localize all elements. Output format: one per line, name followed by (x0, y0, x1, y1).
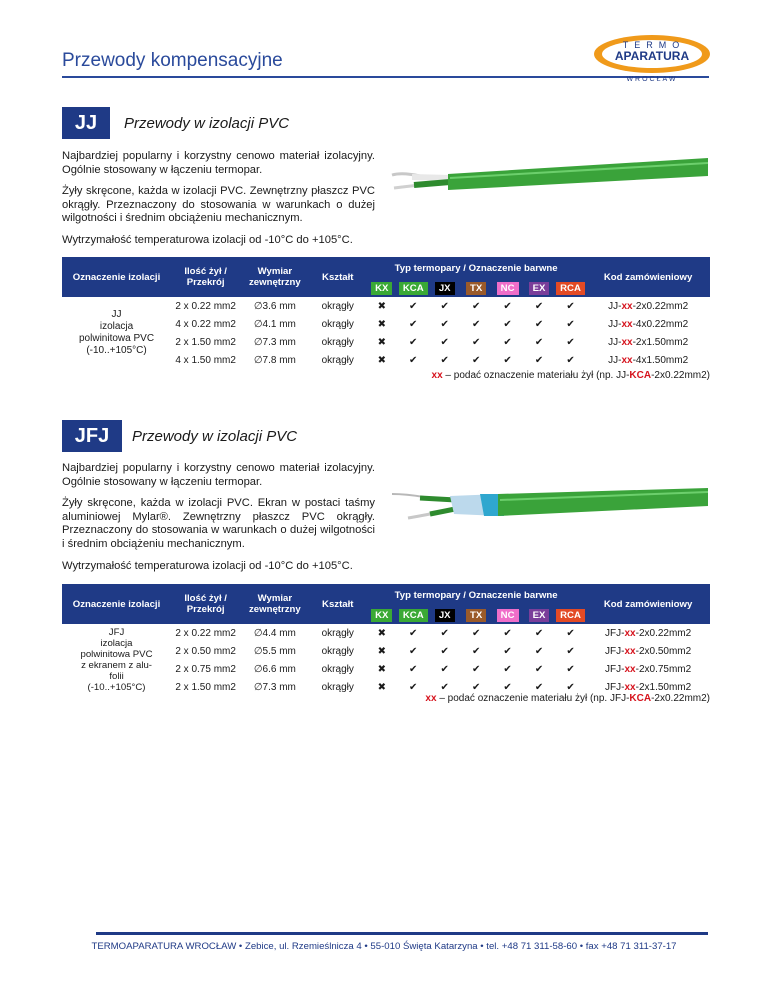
check-icon: ✔ (409, 354, 418, 366)
check-icon: ✔ (471, 681, 481, 693)
cores-cell: 2 x 1.50 mm2 (175, 681, 236, 693)
check-icon: ✔ (503, 627, 512, 639)
check-icon: ✔ (566, 645, 575, 657)
dimension-cell: ∅4.1 mm (253, 318, 296, 330)
check-icon: ✔ (566, 681, 575, 693)
check-icon: ✔ (440, 354, 449, 366)
page-title: Przewody kompensacyjne (62, 50, 283, 71)
shape-cell: okrągły (321, 336, 354, 348)
check-icon: ✔ (534, 663, 544, 675)
check-icon: ✔ (534, 300, 544, 312)
order-code-cell: JFJ-xx-2x0.22mm2 (605, 627, 692, 639)
cross-icon: ✖ (377, 354, 386, 366)
check-icon: ✔ (534, 681, 544, 693)
check-icon: ✔ (566, 354, 575, 366)
type-ex: EX (529, 609, 550, 622)
order-code-cell: JJ-xx-2x0.22mm2 (608, 300, 689, 312)
section-jfj-construction: Żyły skręcone, każda w izolacji PVC. Ekran w postaci taśmy aluminiowej Mylar®. Zewnętrzny płaszcz PVC okrągły. Przeznaczony do stosowania w warunkach o dużej wilgotności i średnim obciążeniu mechanicznym. (62, 497, 375, 550)
designation-line: izolacja (99, 321, 134, 332)
designation-line: JJ (111, 309, 122, 320)
check-icon: ✔ (471, 645, 481, 657)
check-icon: ✔ (409, 318, 418, 330)
cores-cell: 4 x 0.22 mm2 (175, 318, 236, 330)
check-icon: ✔ (440, 627, 449, 639)
check-icon: ✔ (440, 300, 449, 312)
spec-table-jj (62, 257, 710, 369)
type-tx: TX (466, 609, 486, 622)
section-jj-temperature: Wytrzymałość temperaturowa izolacji od -10°C do +105°C. (62, 234, 353, 246)
col-header-designation: Oznaczenie izolacji (62, 257, 171, 297)
logo-text-termo: TERMO (622, 40, 686, 50)
check-icon: ✔ (471, 318, 481, 330)
shape-cell: okrągły (321, 681, 354, 693)
check-icon: ✔ (409, 681, 418, 693)
check-icon: ✔ (409, 627, 418, 639)
designation-line: z ekranem z alu- (81, 660, 152, 671)
cross-icon: ✖ (377, 627, 386, 639)
cross-icon: ✖ (377, 681, 386, 693)
col-header-order-code: Kod zamówieniowy (586, 584, 710, 624)
dimension-cell: ∅4.4 mm (253, 627, 296, 639)
section-badge-jj: JJ (62, 107, 110, 139)
designation-line: folii (109, 671, 124, 682)
type-kx: KX (371, 609, 392, 622)
section-jfj-description: Najbardziej popularny i korzystny cenowo materiał izolacyjny. Ogólnie stosowany w łączeniu termopar. (62, 462, 375, 488)
cross-icon: ✖ (377, 645, 386, 657)
section-title-jfj: Przewody w izolacji PVC (132, 428, 298, 445)
col-header-type: Typ termopary / Oznaczenie barwne (366, 257, 586, 279)
designation-line: JFJ (108, 627, 125, 638)
cable-jfj-image (390, 482, 710, 532)
check-icon: ✔ (440, 681, 449, 693)
col-header-shape: Kształt (309, 584, 366, 624)
order-code-cell: JFJ-xx-2x0.75mm2 (605, 663, 692, 675)
check-icon: ✔ (440, 645, 449, 657)
check-icon: ✔ (503, 318, 512, 330)
check-icon: ✔ (440, 318, 449, 330)
cores-cell: 2 x 0.22 mm2 (175, 300, 236, 312)
check-icon: ✔ (471, 354, 481, 366)
designation-line: izolacja (100, 638, 133, 649)
footer-divider (96, 932, 708, 935)
check-icon: ✔ (471, 627, 481, 639)
check-icon: ✔ (471, 336, 481, 348)
dimension-cell: ∅5.5 mm (253, 645, 296, 657)
designation-line: (-10..+105°C) (86, 345, 147, 356)
cores-cell: 2 x 0.75 mm2 (175, 663, 236, 675)
check-icon: ✔ (566, 336, 575, 348)
check-icon: ✔ (566, 627, 575, 639)
section-jj-construction: Żyły skręcone, każda w izolacji PVC. Zewnętrzny płaszcz PVC okrągły. Przeznaczony do stosowania w warunkach o dużej wilgotności i średnim obciążeniu mechanicznym. (62, 185, 375, 225)
check-icon: ✔ (503, 681, 512, 693)
dimension-cell: ∅3.6 mm (253, 300, 296, 312)
order-code-cell: JJ-xx-4x0.22mm2 (608, 318, 689, 330)
check-icon: ✔ (409, 645, 418, 657)
check-icon: ✔ (409, 300, 418, 312)
col-header-shape: Kształt (309, 257, 366, 297)
col-header-cores: Ilość żył / Przekrój (171, 584, 240, 624)
check-icon: ✔ (440, 663, 449, 675)
dimension-cell: ∅7.3 mm (253, 336, 296, 348)
check-icon: ✔ (566, 318, 575, 330)
shape-cell: okrągły (321, 318, 354, 330)
company-logo (592, 30, 712, 84)
designation-cell (62, 624, 171, 696)
type-kca: KCA (399, 282, 428, 295)
col-header-order-code: Kod zamówieniowy (586, 257, 710, 297)
check-icon: ✔ (534, 645, 544, 657)
cross-icon: ✖ (377, 300, 386, 312)
cross-icon: ✖ (377, 663, 386, 675)
designation-line: (-10..+105°C) (87, 682, 146, 693)
type-jx: JX (435, 609, 455, 622)
check-icon: ✔ (534, 336, 544, 348)
col-header-cores: Ilość żył / Przekrój (171, 257, 240, 297)
check-icon: ✔ (409, 336, 418, 348)
col-header-designation: Oznaczenie izolacji (62, 584, 171, 624)
type-rca: RCA (556, 282, 585, 295)
check-icon: ✔ (534, 354, 544, 366)
check-icon: ✔ (503, 354, 512, 366)
dimension-cell: ∅7.3 mm (253, 681, 296, 693)
type-jx: JX (435, 282, 455, 295)
cross-icon: ✖ (377, 336, 386, 348)
cable-jj-image (390, 150, 710, 210)
check-icon: ✔ (409, 663, 418, 675)
type-kx: KX (371, 282, 392, 295)
check-icon: ✔ (534, 318, 544, 330)
type-kca: KCA (399, 609, 428, 622)
order-code-cell: JFJ-xx-2x1.50mm2 (605, 681, 692, 693)
check-icon: ✔ (503, 663, 512, 675)
designation-line: polwinitowa PVC (80, 649, 153, 660)
shape-cell: okrągły (321, 354, 354, 366)
section-jfj-temperature: Wytrzymałość temperaturowa izolacji od -10°C do +105°C. (62, 560, 353, 572)
dimension-cell: ∅6.6 mm (253, 663, 296, 675)
check-icon: ✔ (471, 300, 481, 312)
check-icon: ✔ (503, 336, 512, 348)
col-header-dimension: Wymiar zewnętrzny (240, 584, 309, 624)
dimension-cell: ∅7.8 mm (253, 354, 296, 366)
check-icon: ✔ (503, 645, 512, 657)
footer-contact: TERMOAPARATURA WROCŁAW • Zebice, ul. Rzemieślnicza 4 • 55-010 Święta Katarzyna • tel. +48 71 311-58-60 • fax +48 71 311-37-17 (91, 941, 677, 952)
designation-cell (62, 297, 171, 369)
spec-table-jfj (62, 584, 710, 696)
type-nc: NC (497, 609, 519, 622)
check-icon: ✔ (471, 663, 481, 675)
order-code-cell: JJ-xx-4x1.50mm2 (608, 354, 689, 366)
table-row (62, 297, 710, 315)
section-badge-jfj: JFJ (62, 420, 122, 452)
designation-line: polwinitowa PVC (79, 333, 155, 344)
table-row (62, 624, 710, 642)
shape-cell: okrągły (321, 627, 354, 639)
cross-icon: ✖ (377, 318, 386, 330)
type-tx: TX (466, 282, 486, 295)
cores-cell: 2 x 0.50 mm2 (175, 645, 236, 657)
footnote-jj: xx – podać oznaczenie materiału żył (np. JJ-KCA-2x0.22mm2) (431, 370, 710, 381)
type-ex: EX (529, 282, 550, 295)
col-header-dimension: Wymiar zewnętrzny (240, 257, 309, 297)
cores-cell: 4 x 1.50 mm2 (175, 354, 236, 366)
shape-cell: okrągły (321, 645, 354, 657)
check-icon: ✔ (534, 627, 544, 639)
check-icon: ✔ (440, 336, 449, 348)
section-title-jj: Przewody w izolacji PVC (124, 115, 290, 132)
cores-cell: 2 x 0.22 mm2 (175, 627, 236, 639)
col-header-type: Typ termopary / Oznaczenie barwne (366, 584, 586, 606)
logo-text-aparatura: APARATURA (614, 49, 690, 63)
type-rca: RCA (556, 609, 585, 622)
shape-cell: okrągły (321, 300, 354, 312)
cores-cell: 2 x 1.50 mm2 (175, 336, 236, 348)
check-icon: ✔ (566, 300, 575, 312)
footnote-jfj: xx – podać oznaczenie materiału żył (np. JFJ-KCA-2x0.22mm2) (425, 693, 710, 704)
shape-cell: okrągły (321, 663, 354, 675)
section-jj-description: Najbardziej popularny i korzystny cenowo materiał izolacyjny. Ogólnie stosowany w łączeniu termopar. (62, 150, 375, 176)
check-icon: ✔ (566, 663, 575, 675)
type-nc: NC (497, 282, 519, 295)
order-code-cell: JJ-xx-2x1.50mm2 (608, 336, 689, 348)
order-code-cell: JFJ-xx-2x0.50mm2 (605, 645, 692, 657)
check-icon: ✔ (503, 300, 512, 312)
logo-text-wroclaw: WROCŁAW (626, 76, 678, 83)
